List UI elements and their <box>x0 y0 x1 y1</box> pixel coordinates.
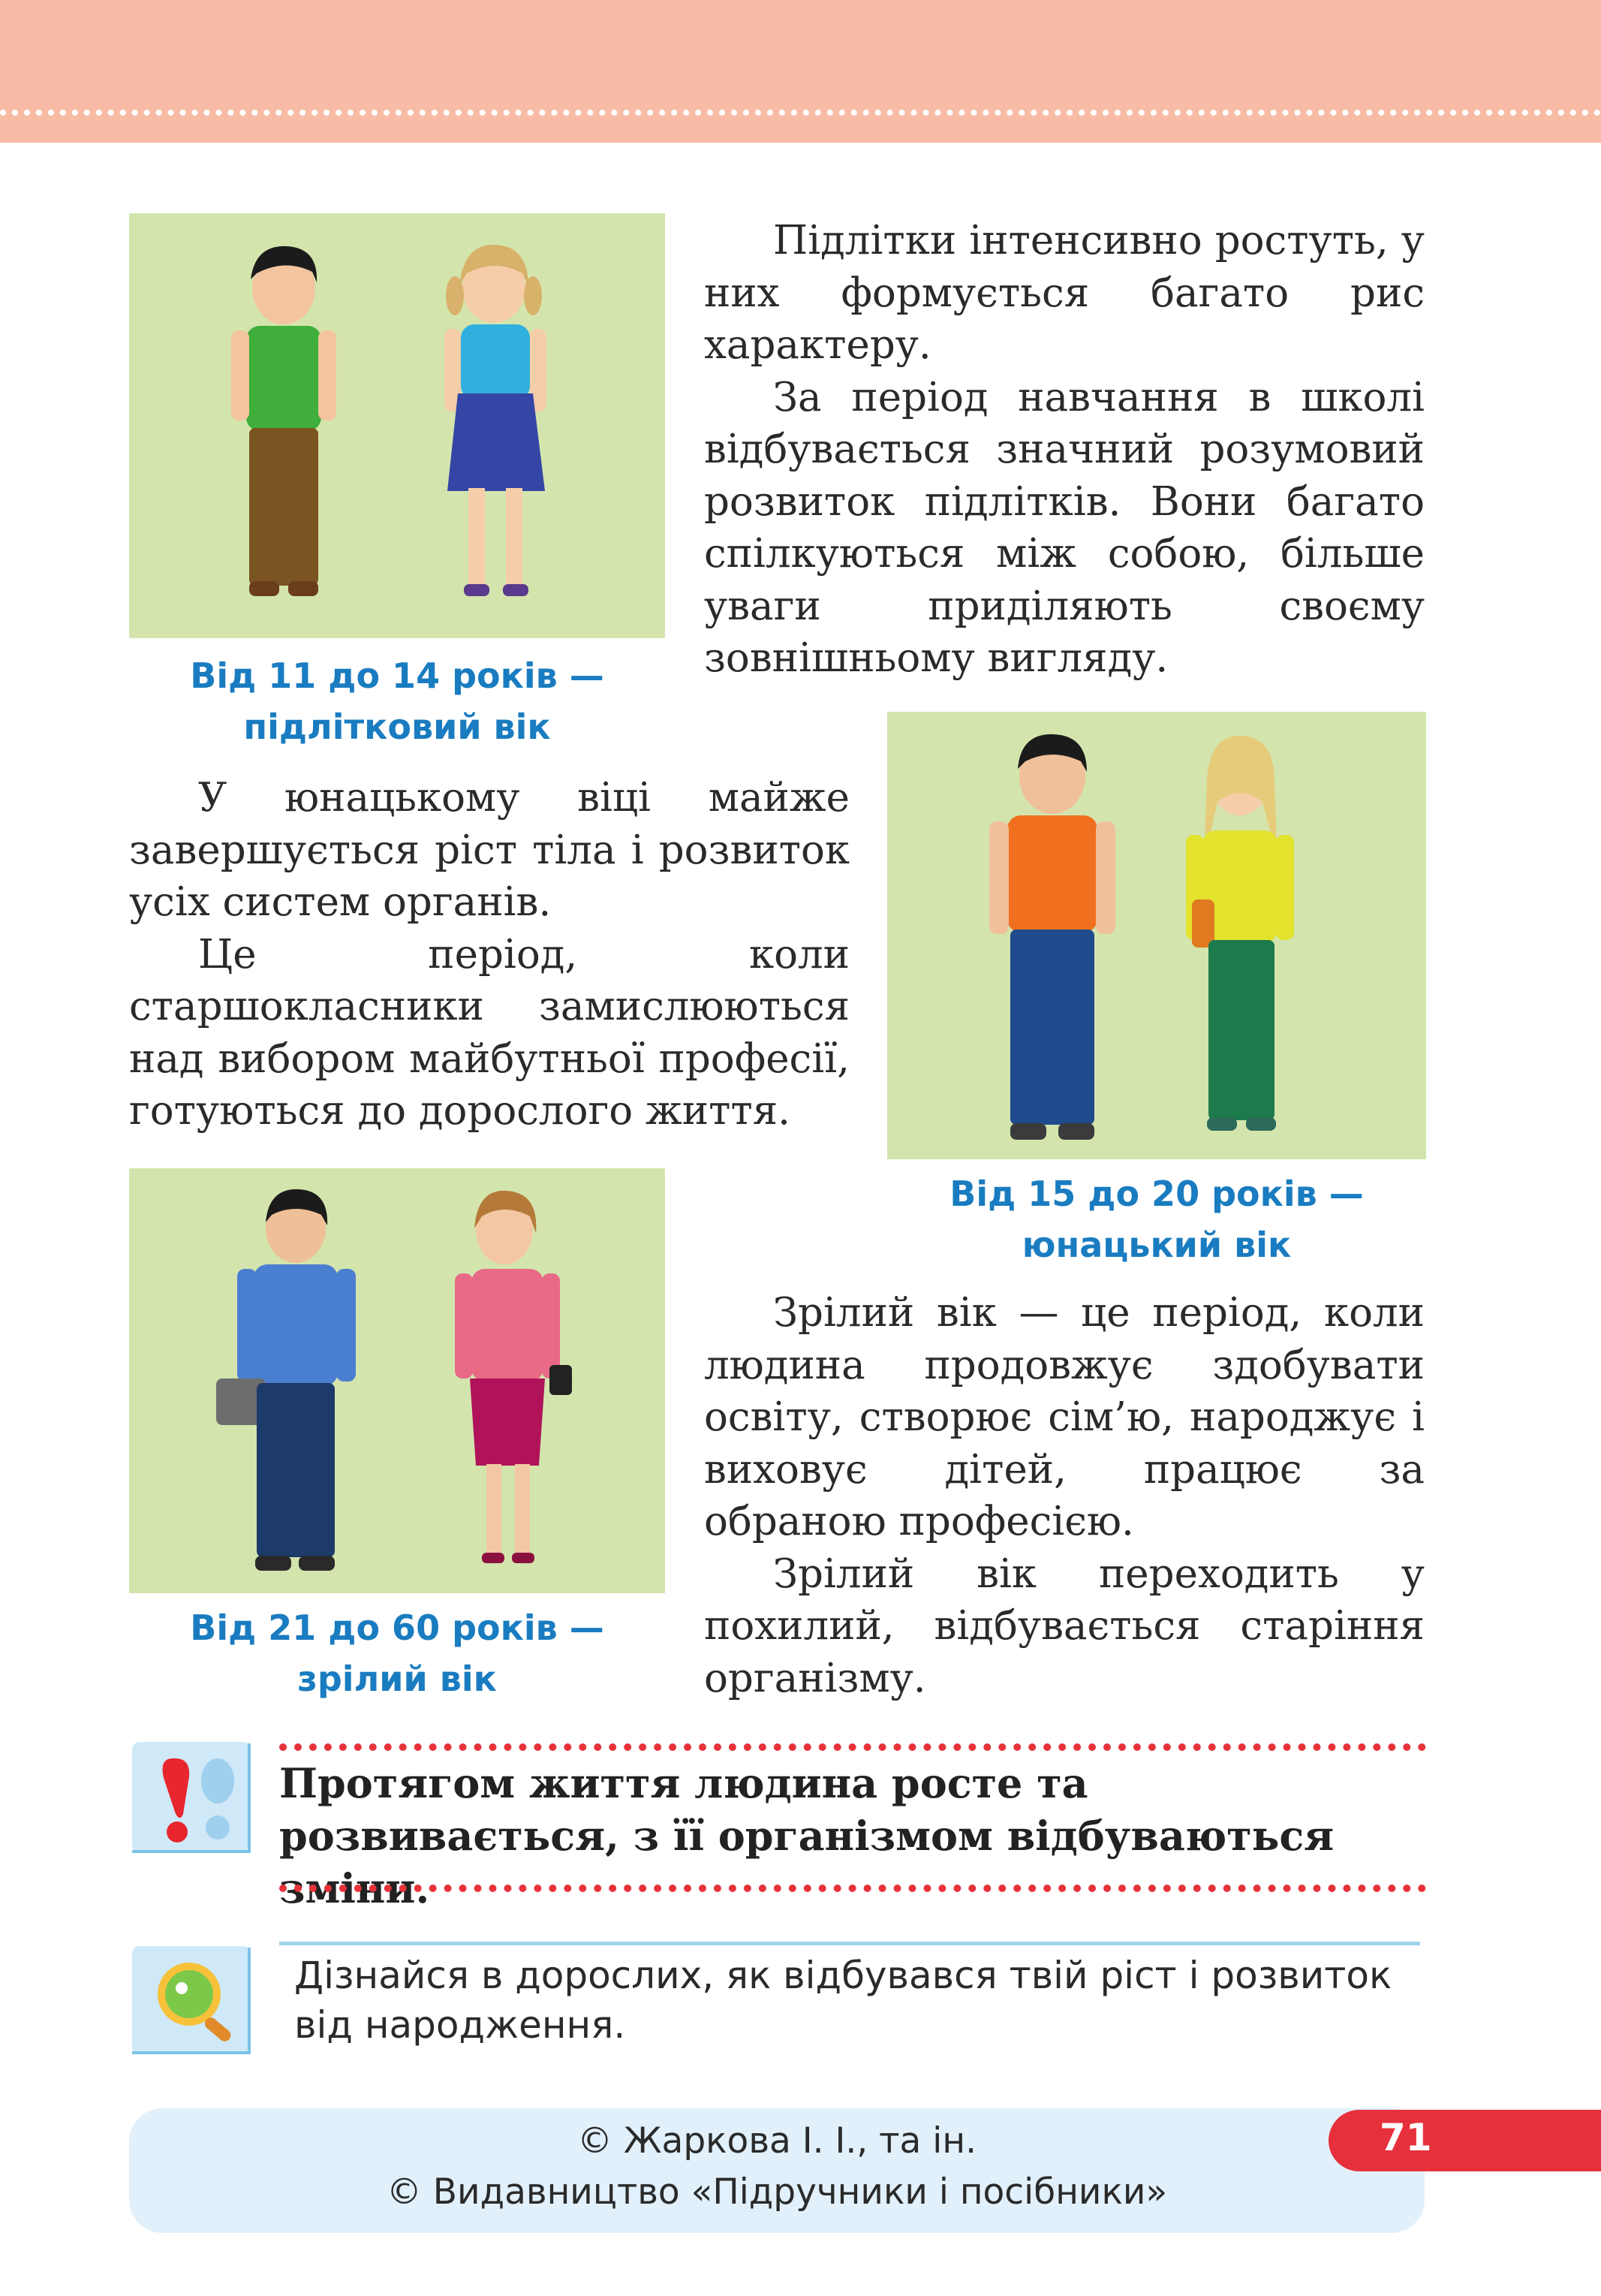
footer-line-publisher: © Видавництво «Підручники і посібники» <box>386 2171 1168 2213</box>
task-top-line <box>279 1942 1420 1945</box>
header-band <box>0 0 1601 143</box>
youth-illustration <box>887 712 1426 1159</box>
adult-man-figure <box>216 1189 356 1571</box>
teen-boy-figure <box>231 246 336 596</box>
youth-caption: Від 15 до 20 років — юнацький вік <box>949 1174 1364 1265</box>
task-text: Дізнайся в дорослих, як відбувався твій ріст і розвиток від народження. <box>294 1954 1392 2047</box>
youth-man-figure <box>989 734 1115 1140</box>
key-statement: Протягом життя людина росте та розвивається, з її організмом відбуваються зміни. <box>279 1759 1335 1912</box>
key-bottom-dotted-line <box>279 1885 1426 1892</box>
adult-woman-figure <box>455 1191 572 1563</box>
youth-woman-figure <box>1186 736 1294 1131</box>
footer-credits <box>129 2116 1425 2218</box>
youth-paragraph: У юнацькому віці майже завершується ріст тіла і розвиток усіх систем органів. Це період, коли старшокласники замислюються над вибором майбутньої професії, готуються до дорослого життя. <box>129 775 850 1134</box>
header-dotted-line <box>0 110 1601 116</box>
footer-line-authors: © Жаркова І. І., та ін. <box>576 2120 977 2162</box>
teen-caption: Від 11 до 14 років — підлітковий вік <box>190 655 604 747</box>
adult-paragraph: Зрілий вік — це період, коли людина продовжує здобувати освіту, створює сім’ю, народжує і виховує дітей, працює за обраною професією. Зрілий вік переходить у похилий, відбувається старіння організму. <box>704 1290 1425 1701</box>
exclamation-footprints-icon <box>129 1739 254 1856</box>
teen-illustration <box>129 213 665 638</box>
page-number-tab <box>1329 2110 1601 2171</box>
adult-caption: Від 21 до 60 років — зрілий вік <box>190 1608 604 1699</box>
teen-paragraph: Підлітки інтенсивно ростуть, у них формується багато рис характеру. За період навчання в школі відбувається значний розумовий розвиток підлітків. Вони багато спілкуються між собою, більше уваги приділяють своєму зовнішньому вигляду. <box>704 218 1425 681</box>
key-top-dotted-line <box>279 1743 1426 1751</box>
adult-illustration <box>129 1168 665 1593</box>
page-number: 71 <box>1380 2116 1432 2159</box>
magnifier-icon <box>129 1943 254 2057</box>
teen-girl-figure <box>444 245 546 596</box>
